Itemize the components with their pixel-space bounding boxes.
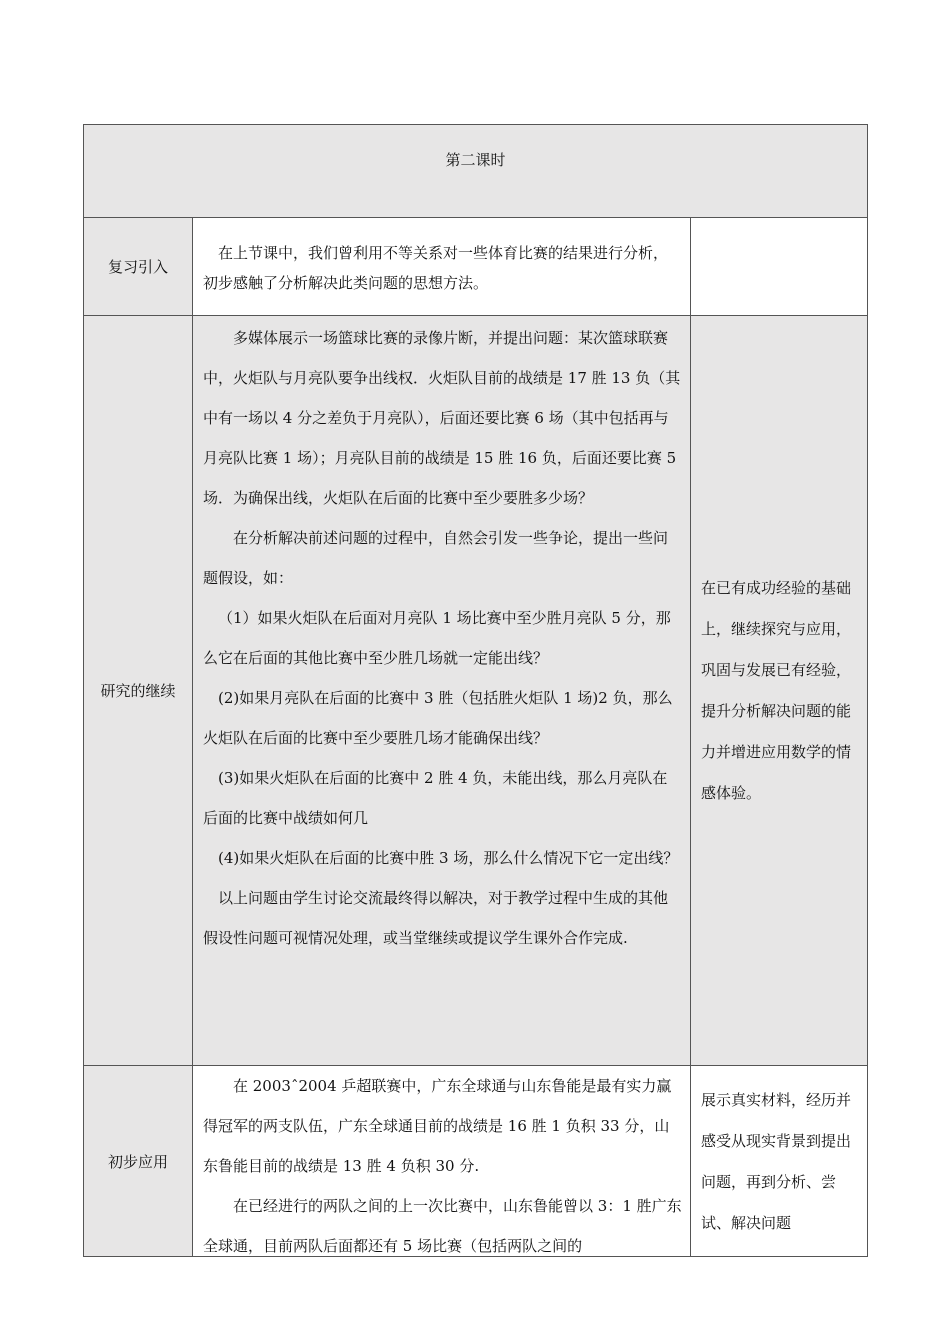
content-clip [203,1066,682,1256]
row-content-review [193,218,691,316]
row-content-application [193,1066,691,1257]
note-clip [701,1080,857,1250]
paragraph: 在 2003ˆ2004 乒超联赛中，广东全球通与山东鲁能是最有实力赢得冠军的两支队伍，广东全球通目前的战绩是 16 胜 1 负积 33 分，山东鲁能目前的战绩是 13 胜 4 负积 30 分. [203,1077,672,1175]
paragraph: 在分析解决前述问题的过程中，自然会引发一些争论，提出一些问题假设，如： [203,529,669,587]
paragraph: (2)如果月亮队在后面的比赛中 3 胜（包括胜火炬队 1 场)2 负，那么火炬队在后面的比赛中至少要胜几场才能确保出线？ [203,689,673,747]
paragraph: （1）如果火炬队在后面对月亮队 1 场比赛中至少胜月亮队 5 分，那么它在后面的其他比赛中至少胜几场就一定能出线？ [203,609,671,667]
table-row [84,1066,868,1257]
row-note-application [691,1066,868,1257]
paragraph: (4)如果火炬队在后面的比赛中胜 3 场，那么什么情况下它一定出线？ [218,849,679,867]
paragraph: 在已经进行的两队之间的上一次比赛中，山东鲁能曾以 3：1 胜广东全球通，目前两队后面都还有 5 场比赛（包括两队之间的 [203,1197,682,1255]
row-note-review [691,218,868,316]
paragraph: 在上节课中，我们曾利用不等关系对一些体育比赛的结果进行分析，初步感触了分析解决此类问题的思想方法。 [203,244,669,292]
paragraph: (3)如果火炬队在后面的比赛中 2 胜 4 负，未能出线，那么月亮队在后面的比赛中战绩如何几 [203,769,668,827]
paragraph: 以上问题由学生讨论交流最终得以解决，对于教学过程中生成的其他假设性问题可视情况处理，或当堂继续或提议学生课外合作完成. [203,889,669,947]
note-text: 展示真实材料，经历并感受从现实背景到提出问题，再到分析、尝试、解决问题 [701,1091,852,1232]
title-cell [84,125,868,218]
table-row [84,218,868,316]
lesson-title: 第二课时 [445,151,506,169]
row-label-review: 复习引入 [84,218,193,316]
lesson-plan-table [83,124,868,1257]
paragraph: 多媒体展示一场篮球比赛的录像片断，并提出问题：某次篮球联赛中，火炬队与月亮队要争出线权．火炬队目前的战绩是 17 胜 13 负（其中有一场以 4 分之差负于月亮队），后面还要比赛 6 场（其中包括再与月亮队比赛 1 场）；月亮队目前的战绩是 15 胜 16 负，后面还要比赛 5 场．为确保出线，火炬队在后面的比赛中至少要胜多少场？ [203,329,681,507]
row-content-research [193,316,691,1066]
row-note-research: 在已有成功经验的基础上，继续探究与应用，巩固与发展已有经验，提升分析解决问题的能力并增进应用数学的情感体验。 [691,316,868,1066]
row-label-application: 初步应用 [84,1066,193,1257]
row-label-research: 研究的继续 [84,316,193,1066]
table-row [84,316,868,1066]
title-row [84,125,868,218]
